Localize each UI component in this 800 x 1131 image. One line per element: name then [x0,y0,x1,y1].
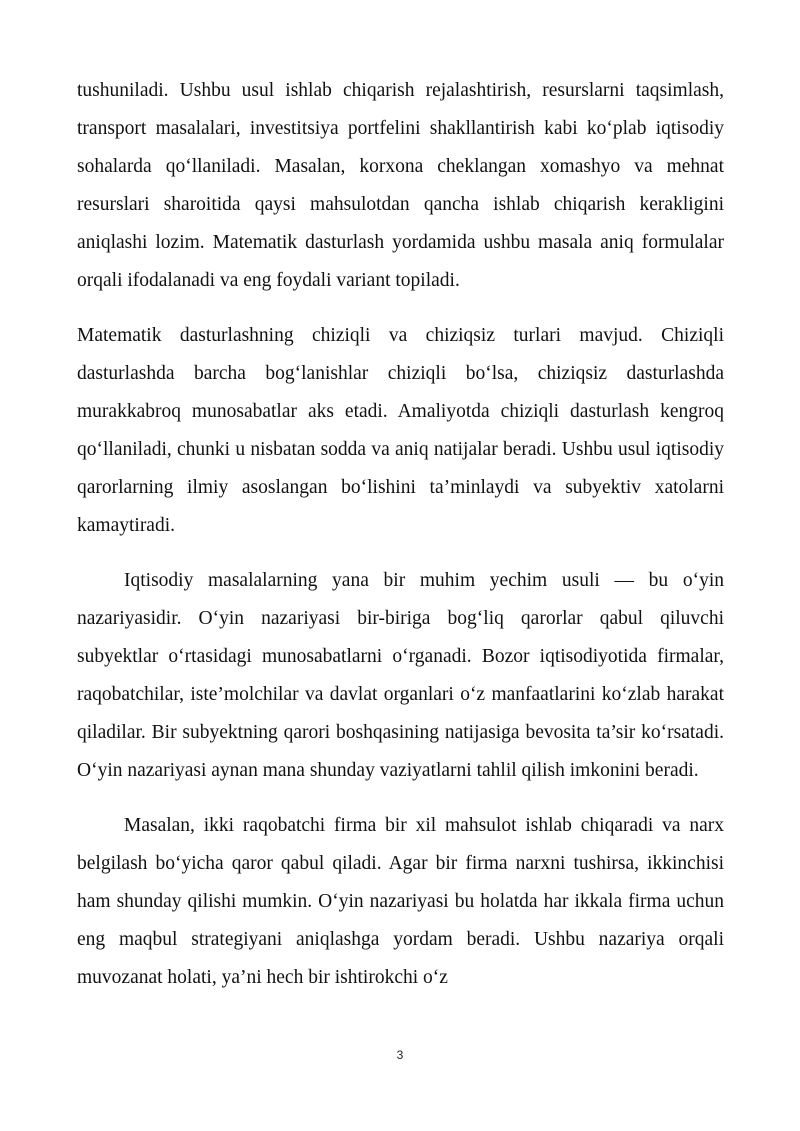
document-body [77,72,724,1014]
paragraph-1: tushuniladi. Ushbu usul ishlab chiqarish rejalashtirish, resurslarni taqsimlash, transport masalalari, investitsiya portfelini shakllantirish kabi ko‘plab iqtisodiy sohalarda qo‘llaniladi. Masalan, korxona cheklangan xomashyo va mehnat resurslari sharoitida qaysi mahsulotdan qancha ishlab chiqarish kerakligini aniqlashi lozim. Matematik dasturlash yordamida ushbu masala aniq formulalar orqali ifodalanadi va eng foydali variant topiladi. [77,80,724,291]
paragraph-4: Masalan, ikki raqobatchi firma bir xil mahsulot ishlab chiqaradi va narx belgilash bo‘yicha qaror qabul qiladi. Agar bir firma narxni tushirsa, ikkinchisi ham shunday qilishi mumkin. O‘yin nazariyasi bu holatda har ikkala firma uchun eng maqbul strategiyani aniqlashga yordam beradi. Ushbu nazariya orqali muvozanat holati, ya’ni hech bir ishtirokchi o‘z [77,815,724,988]
paragraph-3: Iqtisodiy masalalarning yana bir muhim yechim usuli — bu o‘yin nazariyasidir. O‘yin nazariyasi bir-biriga bog‘liq qarorlar qabul qiluvchi subyektlar o‘rtasidagi munosabatlarni o‘rganadi. Bozor iqtisodiyotida firmalar, raqobatchilar, iste’molchilar va davlat organlari o‘z manfaatlarini ko‘zlab harakat qiladilar. Bir subyektning qarori boshqasining natijasiga bevosita ta’sir ko‘rsatadi. O‘yin nazariyasi aynan mana shunday vaziyatlarni tahlil qilish imkonini beradi. [77,570,724,781]
paragraph-2: Matematik dasturlashning chiziqli va chiziqsiz turlari mavjud. Chiziqli dasturlashda barcha bog‘lanishlar chiziqli bo‘lsa, chiziqsiz dasturlashda murakkabroq munosabatlar aks etadi. Amaliyotda chiziqli dasturlash kengroq qo‘llaniladi, chunki u nisbatan sodda va aniq natijalar beradi. Ushbu usul iqtisodiy qarorlarning ilmiy asoslangan bo‘lishini ta’minlaydi va subyektiv xatolarni kamaytiradi. [77,325,724,536]
page-number: 3 [396,1048,404,1062]
